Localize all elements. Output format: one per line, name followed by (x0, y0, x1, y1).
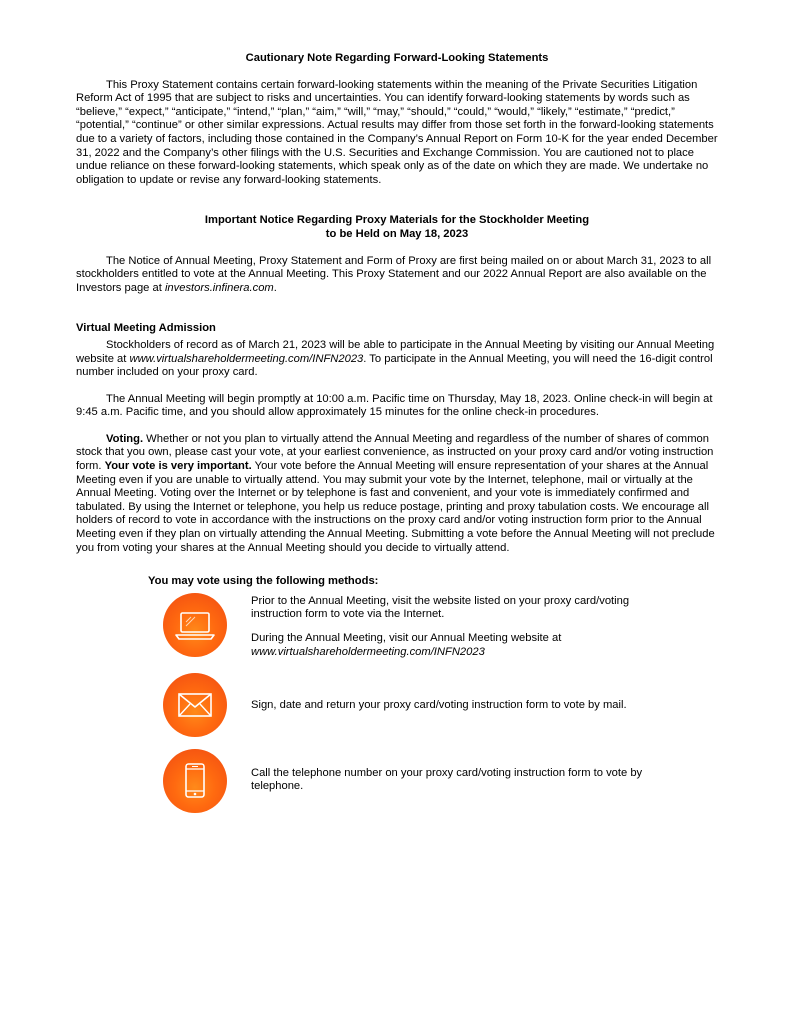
voting-paragraph (76, 433, 718, 555)
notice-body-text: The Notice of Annual Meeting, Proxy Statement and Form of Proxy are first being mailed on or about March 31, 2023 to all stockholders entitled to vote at the Annual Meeting. This Proxy Statement and our 2022 Annual Report are also available on the Investors page at (76, 254, 712, 294)
internet-method-line2: During the Annual Meeting, visit our Annual Meeting website at (251, 632, 562, 644)
admission-para1-text: Stockholders of record as of March 21, 2023 will be able to participate in the Annual Meeting by visiting our Annual Meeting website at (76, 338, 715, 365)
admission-para1-end: . To participate in the Annual Meeting, you will need the 16-digit control number included on your proxy card. (76, 352, 713, 379)
notice-body (76, 255, 718, 296)
method-phone (76, 749, 718, 823)
voting-text2: Your vote before the Annual Meeting will ensure representation of your shares at the Annual Meeting even if you are unable to virtually attend. You may submit your vote by the Internet, telephone, mail or virtually at the Annual Meeting. Voting over the Internet or by telephone is fast and convenient, and your vote is immediately confirmed and tabulated. By using the Internet or telephone, you help us reduce postage, printing and proxy tabulation costs. We encourage all holders of record to vote in accordance with the instructions on the proxy card and/or voting instruction form prior to the Annual Meeting even if they plan on virtually attending the Annual Meeting. Submitting a vote before the Annual Meeting will not preclude you from voting your shares at the Annual Meeting should you decide to virtually attend. (76, 460, 715, 554)
cautionary-heading: Cautionary Note Regarding Forward-Looking Statements (245, 52, 549, 64)
methods-heading: You may vote using the following methods: (148, 575, 379, 588)
virtual-admission-heading: Virtual Meeting Admission (76, 322, 216, 335)
mail-method-text: Sign, date and return your proxy card/voting instruction form to vote by mail. (251, 698, 627, 711)
meeting-website-link[interactable]: www.virtualshareholdermeeting.com/INFN2023 (129, 352, 364, 365)
voting-lead: Voting. (106, 432, 144, 445)
voting-text1: Whether or not you plan to virtually attend the Annual Meeting and regardless of the number of shares of common stock that you own, please cast your vote, at your earliest convenience, as instructed on your proxy card and/or voting instruction form. (76, 432, 714, 473)
envelope-icon (163, 673, 227, 737)
method-mail (76, 673, 718, 749)
document-page (76, 52, 718, 823)
notice-body-end: . (273, 281, 277, 294)
internet-method-text (251, 595, 651, 659)
internet-method-link[interactable]: www.virtualshareholdermeeting.com/INFN2023 (251, 645, 485, 658)
virtual-admission-para1 (76, 339, 718, 380)
phone-method-text: Call the telephone number on your proxy card/voting instruction form to vote by telephone. (251, 766, 643, 793)
investors-link[interactable]: investors.infinera.com (164, 281, 274, 294)
notice-heading (76, 214, 718, 241)
laptop-icon (163, 593, 227, 657)
notice-heading-line1: Important Notice Regarding Proxy Materials for the Stockholder Meeting (204, 214, 590, 227)
cautionary-body: This Proxy Statement contains certain forward-looking statements within the meaning of the Private Securities Litigation Reform Act of 1995 that are subject to risks and uncertainties. You can identify forward-looking statements by words such as “believe,” “expect,” “anticipate,” “intend,” “plan,” “aim,” “will,” “may,” “should,” “could,” “would,” “likely,” “estimate,” “predict,” “potential,” “continue” or other similar expressions. Actual results may differ from those set forth in the forward-looking statements due to a variety of factors, including those contained in the Company’s Annual Report on Form 10-K for the year ended December 31, 2022 and the Company’s other filings with the U.S. Securities and Exchange Commission. You are cautioned not to place undue reliance on these forward-looking statements, which speak only as of the date on which they are made. We undertake no obligation to update or revise any forward-looking statements. (76, 78, 718, 186)
method-internet (76, 593, 718, 673)
notice-heading-line2: to be Held on May 18, 2023 (325, 227, 469, 240)
voting-emphasis: Your vote is very important. (104, 460, 252, 473)
internet-method-line1: Prior to the Annual Meeting, visit the website listed on your proxy card/voting instruction form to vote via the Internet. (251, 594, 630, 621)
virtual-admission-para2: The Annual Meeting will begin promptly at 10:00 a.m. Pacific time on Thursday, May 18, 2023. Online check-in will begin at 9:45 a.m. Pacific time, and you should allow approximately 15 minutes for the online check-in procedures. (76, 392, 713, 419)
phone-icon (163, 749, 227, 813)
